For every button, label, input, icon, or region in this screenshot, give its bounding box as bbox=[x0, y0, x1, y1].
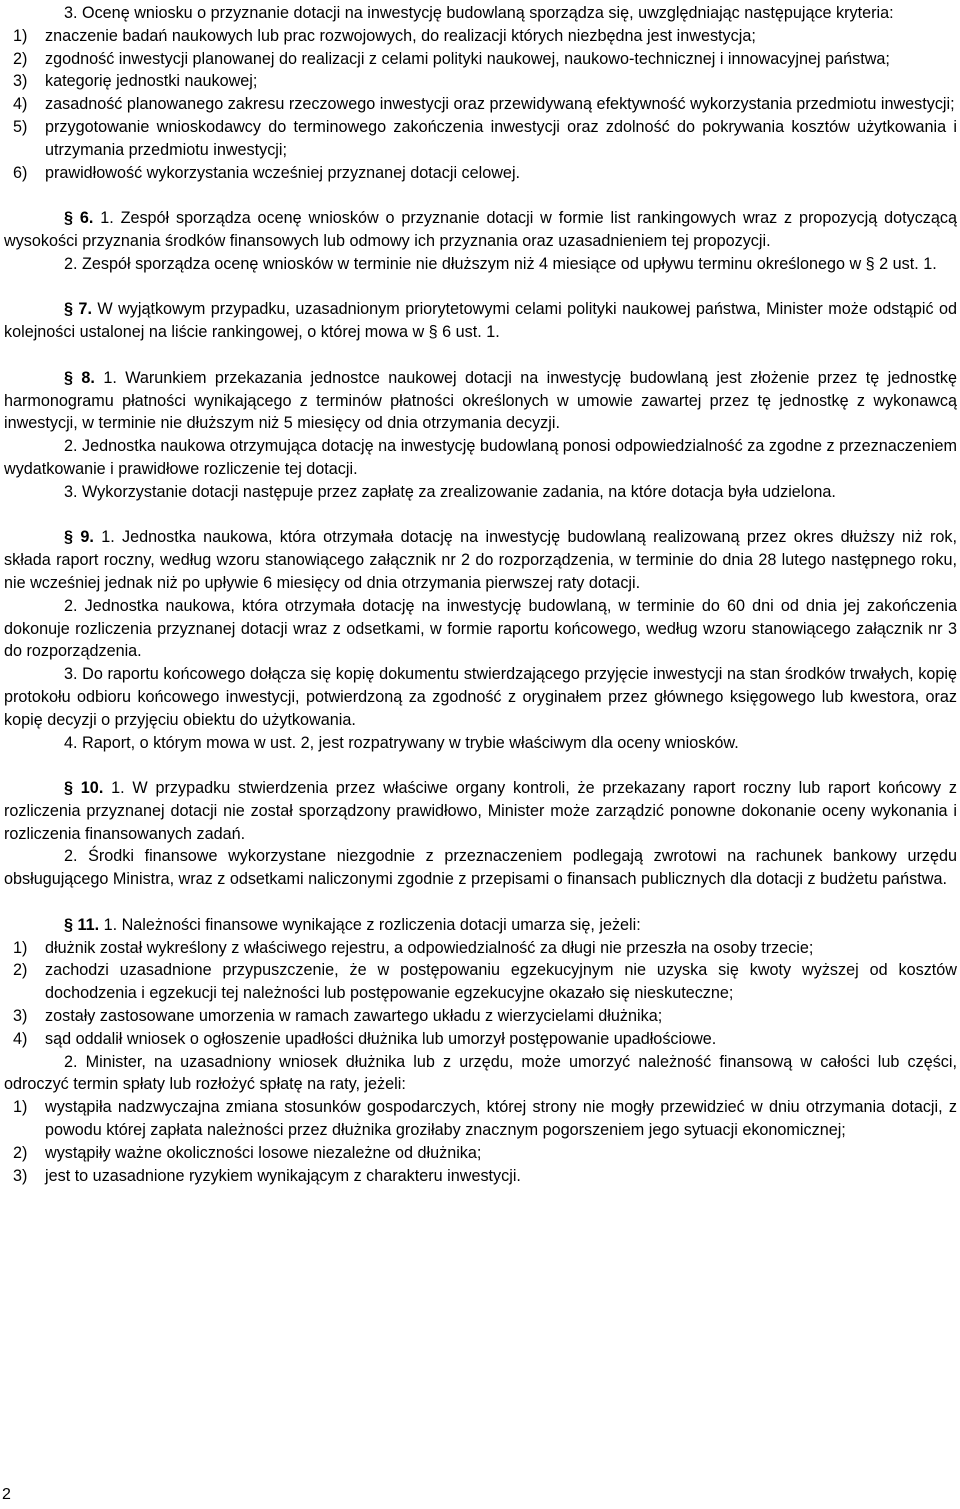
item-number: 2) bbox=[13, 49, 28, 68]
item-text: dłużnik został wykreślony z właściwego rejestru, a odpowiedzialność za długi nie przeszła na osoby trzecie; bbox=[45, 938, 814, 957]
item-number: 2) bbox=[13, 1143, 28, 1162]
item-text: wystąpiła nadzwyczajna zmiana stosunków gospodarczych, której strony nie mogły przewidzieć w dniu otrzymania dotacji, z powodu której zapłata należności przez dłużnika groziłaby znacznym pogorszeniem jego sytuacji ekonomicznej; bbox=[45, 1098, 957, 1140]
item-number: 4) bbox=[13, 1029, 28, 1048]
section-11-mark: § 11. bbox=[64, 915, 100, 934]
item-text: znaczenie badań naukowych lub prac rozwojowych, do realizacji których niezbędna jest inwestycja; bbox=[45, 26, 756, 45]
section-6-mark: § 6. bbox=[64, 209, 94, 228]
s5-item-1 bbox=[4, 25, 957, 48]
item-text: prawidłowość wykorzystania wcześniej przyznanej dotacji celowej. bbox=[45, 163, 521, 182]
s11-item-3 bbox=[4, 1005, 957, 1028]
section-7-mark: § 7. bbox=[64, 300, 92, 319]
item-number: 1) bbox=[13, 938, 28, 957]
section-9-mark: § 9. bbox=[64, 528, 94, 547]
s9-paragraph-4: 4. Raport, o którym mowa w ust. 2, jest rozpatrywany w trybie właściwym dla oceny wniosków. bbox=[64, 733, 739, 752]
s11-item-1 bbox=[4, 937, 957, 960]
s11-p1-text: 1. Należności finansowe wynikające z rozliczenia dotacji umarza się, jeżeli: bbox=[103, 915, 641, 934]
s6-paragraph-1 bbox=[4, 207, 957, 253]
s5-item-3 bbox=[4, 70, 957, 93]
item-text: zostały zastosowane umorzenia w ramach zawartego układu z wierzycielami dłużnika; bbox=[45, 1007, 663, 1026]
item-text: przygotowanie wnioskodawcy do terminowego zakończenia inwestycji oraz zdolność do pokrywania kosztów użytkowania i utrzymania przedmiotu inwestycji; bbox=[45, 117, 957, 159]
item-number: 2) bbox=[13, 961, 28, 980]
section-8-mark: § 8. bbox=[64, 368, 95, 387]
s9-paragraph-1 bbox=[4, 526, 957, 594]
item-text: wystąpiły ważne okoliczności losowe niezależne od dłużnika; bbox=[45, 1143, 482, 1162]
s11-2-item-3 bbox=[4, 1165, 957, 1188]
s10-paragraph-1 bbox=[4, 777, 957, 845]
item-text: kategorię jednostki naukowej; bbox=[45, 72, 258, 91]
item-text: zachodzi uzasadnione przypuszczenie, że w postępowaniu egzekucyjnym nie uzyska się kwoty wyższej od kosztów dochodzenia i egzekucji tej należności lub postępowanie egzekucyjne okazało się nieskuteczne; bbox=[45, 961, 957, 1003]
section-10-mark: § 10. bbox=[64, 779, 104, 798]
s9-p1-text: 1. Jednostka naukowa, która otrzymała dotację na inwestycję budowlaną realizowaną przez okres dłuższy niż rok, składa raport roczny, według wzoru stanowiącego załącznik nr 2 do rozporządzenia, w terminie do dnia 28 lutego następnego roku, nie wcześniej jednak niż po upływie 6 miesięcy od dnia otrzymania pierwszej raty dotacji. bbox=[4, 528, 957, 592]
item-number: 5) bbox=[13, 117, 28, 136]
item-text: zgodność inwestycji planowanej do realizacji z celami polityki naukowej, naukowo-technicznej i innowacyjnej państwa; bbox=[45, 49, 890, 68]
item-text: jest to uzasadnione ryzykiem wynikającym z charakteru inwestycji. bbox=[45, 1166, 521, 1185]
s7-p1-text: W wyjątkowym przypadku, uzasadnionym priorytetowymi celami polityki naukowej państwa, Minister może odstąpić od kolejności ustalonej na liście rankingowej, o której mowa w § 6 ust. 1. bbox=[4, 300, 957, 342]
s8-paragraph-1 bbox=[4, 367, 957, 435]
s8-paragraph-3: 3. Wykorzystanie dotacji następuje przez zapłatę za zrealizowanie zadania, na które dotacja była udzielona. bbox=[64, 482, 836, 501]
item-text: sąd oddalił wniosek o ogłoszenie upadłości dłużnika lub umorzył postępowanie upadłościowe. bbox=[45, 1029, 717, 1048]
s6-p1-text: 1. Zespół sporządza ocenę wniosków o przyznanie dotacji w formie list rankingowych wraz z propozycją dotyczącą wysokości przyznania środków finansowych lub odmowy ich przyznania oraz uzasadnieniem tej propozycji. bbox=[4, 209, 957, 250]
item-text: zasadność planowanego zakresu rzeczowego inwestycji oraz przewidywaną efektywność wykorzystania przedmiotu inwestycji; bbox=[45, 95, 955, 114]
s11-2-item-1 bbox=[4, 1096, 957, 1142]
s11-2-item-2 bbox=[4, 1142, 957, 1165]
page-number: 2 bbox=[2, 1486, 11, 1503]
item-number: 1) bbox=[13, 26, 28, 45]
item-number: 3) bbox=[13, 72, 28, 91]
s7-paragraph-1 bbox=[4, 298, 957, 344]
s11-item-4 bbox=[4, 1028, 957, 1051]
s5-item-6 bbox=[4, 162, 957, 185]
s10-paragraph-2: 2. Środki finansowe wykorzystane niezgodnie z przeznaczeniem podlegają zwrotowi na rachunek bankowy urzędu obsługującego Ministra, wraz z odsetkami naliczonymi zgodnie z przepisami o finansach publicznych dla dotacji z budżetu państwa. bbox=[4, 847, 957, 889]
s5-item-2 bbox=[4, 48, 957, 71]
s5-item-5 bbox=[4, 116, 957, 162]
s9-paragraph-2: 2. Jednostka naukowa, która otrzymała dotację na inwestycję budowlaną, w terminie do 60 dni od dnia jej zakończenia dokonuje rozliczenia przyznanej dotacji wraz z odsetkami, w formie raportu końcowego, według wzoru stanowiącego załącznik nr 3 do rozporządzenia. bbox=[4, 596, 957, 661]
s11-item-2 bbox=[4, 959, 957, 1005]
s5-item-4 bbox=[4, 93, 957, 116]
item-number: 3) bbox=[13, 1166, 28, 1185]
s6-paragraph-2: 2. Zespół sporządza ocenę wniosków w terminie nie dłuższym niż 4 miesiące od upływu terminu określonego w § 2 ust. 1. bbox=[64, 254, 937, 273]
item-number: 3) bbox=[13, 1007, 28, 1026]
s8-p1-text: 1. Warunkiem przekazania jednostce naukowej dotacji na inwestycję budowlaną jest złożenie przez tę jednostkę harmonogramu płatności wynikającego z terminów płatności określonych w umowie zawartej przez tę jednostkę z wykonawcą inwestycji, w terminie nie dłuższym niż 5 miesięcy od dnia otrzymania decyzji. bbox=[4, 368, 957, 433]
s11-paragraph-1 bbox=[4, 914, 957, 937]
s5-paragraph-3: 3. Ocenę wniosku o przyznanie dotacji na inwestycję budowlaną sporządza się, uwzględniając następujące kryteria: bbox=[64, 4, 894, 22]
document-page bbox=[4, 2, 957, 1187]
s11-paragraph-2: 2. Minister, na uzasadniony wniosek dłużnika lub z urzędu, może umorzyć należność finansową w całości lub części, odroczyć termin spłaty lub rozłożyć spłatę na raty, jeżeli: bbox=[4, 1052, 957, 1094]
s10-p1-text: 1. W przypadku stwierdzenia przez właściwe organy kontroli, że przekazany raport roczny lub raport końcowy z rozliczenia przyznanej dotacji nie został sporządzony prawidłowo, Minister może zarządzić ponowne dokonanie oceny wykonania i rozliczenia finansowanych zadań. bbox=[4, 779, 957, 843]
s9-paragraph-3: 3. Do raportu końcowego dołącza się kopię dokumentu stwierdzającego przyjęcie inwestycji na stan środków trwałych, kopię protokołu odbioru końcowego inwestycji, potwierdzoną za zgodność z oryginałem przez głównego księgowego lub kwestora, oraz kopię decyzji o przyjęciu obiektu do użytkowania. bbox=[4, 665, 957, 729]
s8-paragraph-2: 2. Jednostka naukowa otrzymująca dotację na inwestycję budowlaną ponosi odpowiedzialność za zgodne z przeznaczeniem wydatkowanie i prawidłowe rozliczenie tej dotacji. bbox=[4, 437, 957, 478]
item-number: 4) bbox=[13, 95, 28, 114]
item-number: 1) bbox=[13, 1098, 28, 1117]
item-number: 6) bbox=[13, 163, 28, 182]
